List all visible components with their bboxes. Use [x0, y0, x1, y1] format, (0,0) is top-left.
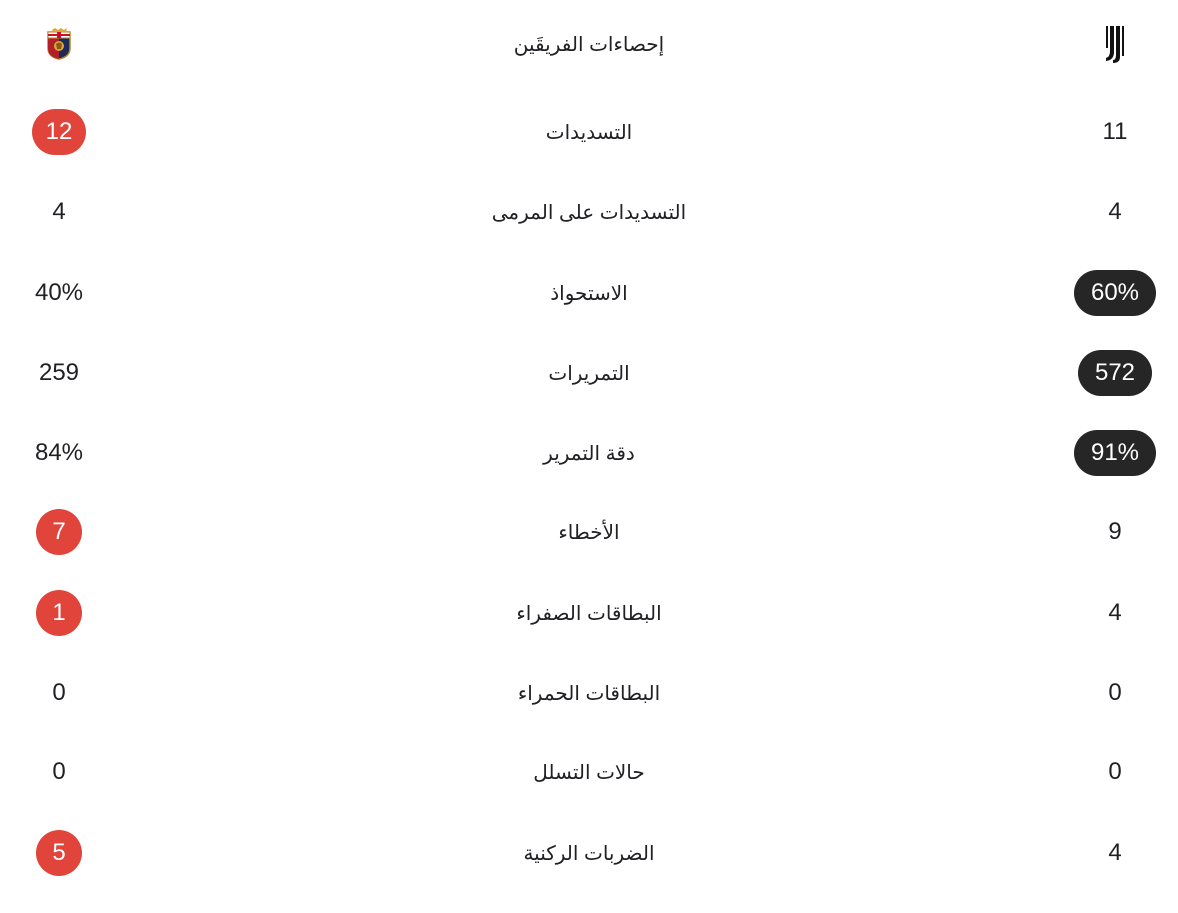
away-value-cell: [14, 583, 104, 643]
away-value-cell: [14, 182, 104, 242]
stat-row-offsides: [0, 742, 1178, 802]
stat-label-cell: [300, 102, 878, 162]
home-stat-value: 11: [1102, 118, 1128, 145]
away-team-crest-cell: [14, 14, 104, 74]
stat-row-fouls: [0, 502, 1178, 562]
stat-label-cell: [300, 742, 878, 802]
home-value-cell: [1070, 423, 1160, 483]
stat-row-corners: [0, 823, 1178, 883]
home-stat-badge: 60%: [1074, 270, 1156, 316]
stat-label: التمريرات: [548, 362, 630, 385]
stat-row-shots: [0, 102, 1178, 162]
stat-label: التسديدات على المرمى: [491, 201, 687, 224]
stat-label: دقة التمرير: [543, 442, 635, 465]
stat-label: التسديدات: [545, 121, 633, 144]
home-team-crest-cell: [1070, 14, 1160, 74]
stats-title-cell: [300, 14, 878, 74]
stat-label: حالات التسلل: [533, 761, 645, 784]
stat-label-cell: [300, 263, 878, 323]
home-stat-value: 4: [1108, 599, 1122, 626]
home-stat-value: 0: [1108, 679, 1122, 706]
away-stat-badge: 7: [36, 509, 82, 555]
stat-label: البطاقات الصفراء: [516, 602, 662, 625]
away-stat-value: 259: [38, 359, 80, 386]
stats-header-row: [0, 14, 1178, 74]
away-value-cell: [14, 663, 104, 723]
stat-label-cell: [300, 182, 878, 242]
home-value-cell: [1070, 742, 1160, 802]
away-value-cell: [14, 502, 104, 562]
away-stat-value: 4: [52, 198, 66, 225]
away-stat-badge: 5: [36, 830, 82, 876]
home-stat-value: 4: [1108, 839, 1122, 866]
stat-label-cell: [300, 343, 878, 403]
stat-label: الاستحواذ: [550, 282, 628, 305]
stat-label-cell: [300, 423, 878, 483]
genoa-crest-icon: [46, 28, 72, 60]
away-value-cell: [14, 263, 104, 323]
stat-label: الأخطاء: [558, 521, 620, 544]
away-value-cell: [14, 823, 104, 883]
stat-label-cell: [300, 502, 878, 562]
home-stat-value: 9: [1108, 518, 1122, 545]
away-value-cell: [14, 742, 104, 802]
home-value-cell: [1070, 343, 1160, 403]
stats-title: إحصاءات الفريقَين: [513, 33, 665, 56]
away-stat-value: 84%: [34, 439, 84, 466]
home-stat-value: 4: [1108, 198, 1122, 225]
home-value-cell: [1070, 663, 1160, 723]
home-stat-badge: 91%: [1074, 430, 1156, 476]
away-stat-value: 0: [52, 679, 66, 706]
stat-row-possession: [0, 263, 1178, 323]
home-stat-value: 0: [1108, 758, 1122, 785]
stat-label-cell: [300, 823, 878, 883]
away-value-cell: [14, 423, 104, 483]
home-value-cell: [1070, 182, 1160, 242]
stat-row-pass-accuracy: [0, 423, 1178, 483]
away-value-cell: [14, 102, 104, 162]
stat-label: البطاقات الحمراء: [517, 682, 661, 705]
stat-row-red-cards: [0, 663, 1178, 723]
juventus-crest-icon: [1101, 24, 1129, 64]
away-stat-value: 0: [52, 758, 66, 785]
home-value-cell: [1070, 583, 1160, 643]
stat-row-passes: [0, 343, 1178, 403]
home-value-cell: [1070, 502, 1160, 562]
home-stat-badge: 572: [1078, 350, 1152, 396]
home-value-cell: [1070, 823, 1160, 883]
away-value-cell: [14, 343, 104, 403]
away-stat-badge: 12: [32, 109, 87, 155]
stat-row-yellow-cards: [0, 583, 1178, 643]
home-value-cell: [1070, 102, 1160, 162]
stat-label: الضربات الركنية: [523, 842, 655, 865]
stat-row-shots-on-target: [0, 182, 1178, 242]
away-stat-value: 40%: [34, 279, 84, 306]
away-stat-badge: 1: [36, 590, 82, 636]
stat-label-cell: [300, 663, 878, 723]
home-value-cell: [1070, 263, 1160, 323]
stat-label-cell: [300, 583, 878, 643]
